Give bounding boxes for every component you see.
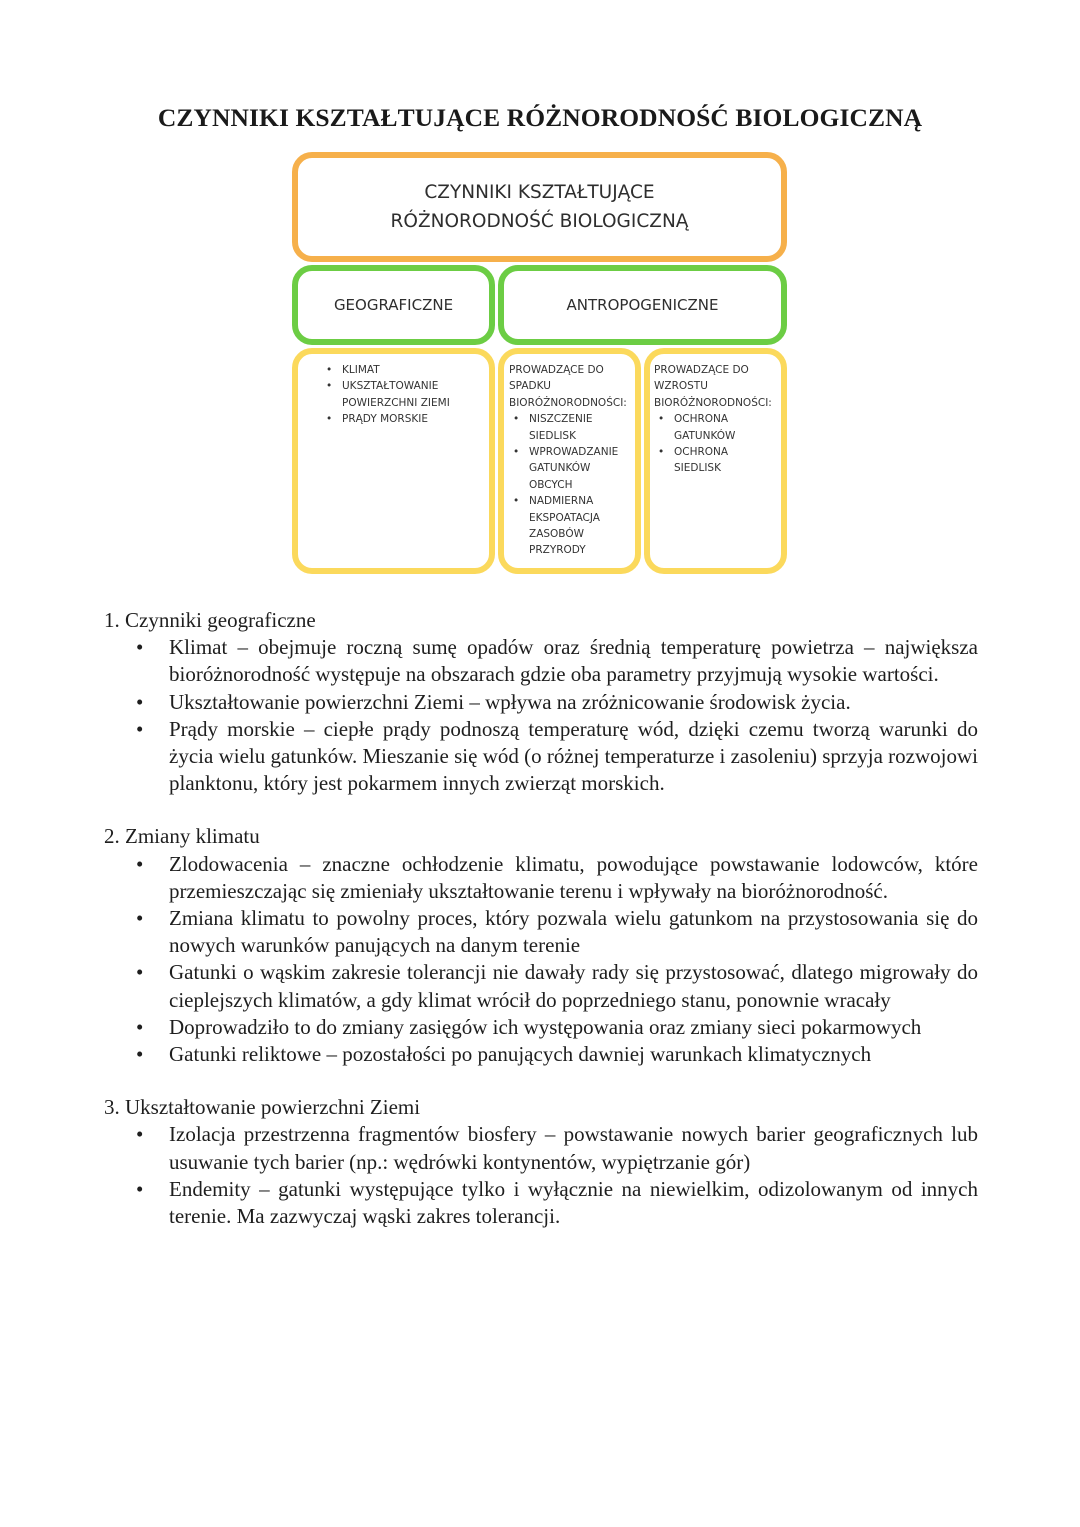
geographic-label: GEOGRAFICZNE	[333, 296, 454, 314]
decrease-header-2: SPADKU	[509, 380, 551, 393]
list-item: • WPROWADZANIE	[513, 446, 619, 459]
section-earth-surface	[100, 1094, 978, 1230]
bullet-item: • Doprowadziło to do zmiany zasięgów ich występowania oraz zmiany sieci pokarmowych	[136, 1014, 922, 1039]
list-item: • KLIMAT	[326, 364, 380, 376]
list-item-continuation: POWIERZCHNI ZIEMI	[342, 396, 450, 409]
list-item-continuation: EKSPOATACJA	[529, 511, 600, 524]
geographic-list	[322, 362, 450, 428]
diagram-root-box	[292, 152, 787, 262]
increase-header-1: PROWADZĄCE DO	[654, 364, 749, 376]
anthropogenic-category-box	[498, 265, 787, 345]
section-geographic-factors	[100, 607, 978, 797]
bullet-item: • Zmiana klimatu to powolny proces, który pozwala wielu gatunkom na przystosowania się do nowych warunków panujących na danym terenie	[136, 906, 978, 958]
increase-header-2: WZROSTU	[654, 380, 708, 393]
list-item-continuation: SIEDLISK	[529, 429, 576, 442]
document-body	[100, 607, 978, 1256]
bullet-item: • Prądy morskie – ciepłe prądy podnoszą temperaturę wód, dzięki czemu tworzą warunki do życia wielu gatunków. Mieszanie się wód (o różnej temperaturze i zasoleniu) sprzyja rozwojowi planktonu, który jest pokarmem innych zwierząt morskich.	[136, 716, 978, 796]
bullet-item: • Zlodowacenia – znaczne ochłodzenie klimatu, powodujące powstawanie lodowców, które przemieszczając się zmieniały ukształtowanie terenu i wpływały na bioróżnorodność.	[136, 851, 978, 903]
bullet-item: • Gatunki reliktowe – pozostałości po panujących dawniej warunkach klimatycznych	[136, 1042, 872, 1067]
section-title: 2. Zmiany klimatu	[104, 824, 260, 849]
bullet-item: • Gatunki o wąskim zakresie tolerancji nie dawały rady się przystosować, dlatego migrowały do cieplejszych klimatów, a gdy klimat wrócił do poprzedniego stanu, ponownie wracały	[136, 960, 978, 1012]
list-item-continuation: SIEDLISK	[674, 462, 721, 475]
bullet-item: • Izolacja przestrzenna fragmentów biosfery – powstawanie nowych barier geograficznych lub usuwanie tych barier (np.: wędrówki kontynentów, wypiętrzanie gór)	[136, 1122, 978, 1174]
list-item: • NISZCZENIE	[513, 413, 593, 426]
anthropogenic-label: ANTROPOGENICZNE	[566, 296, 719, 314]
bullet-item: • Klimat – obejmuje roczną sumę opadów oraz średnią temperaturę powietrza – największa bioróżnorodność występuje na obszarach gdzie oba parametry przyjmują wysokie wartości.	[136, 635, 978, 687]
list-item: • OCHRONA	[658, 413, 729, 426]
section-title: 3. Ukształtowanie powierzchni Ziemi	[104, 1095, 421, 1120]
list-item-continuation: ZASOBÓW	[529, 528, 584, 541]
page-title: CZYNNIKI KSZTAŁTUJĄCE RÓŻNORODNOŚĆ BIOLOGICZNĄ	[157, 103, 923, 132]
decrease-list	[509, 362, 627, 559]
list-item: • PRĄDY MORSKIE	[326, 413, 428, 426]
list-item-continuation: GATUNKÓW	[674, 429, 736, 442]
list-item-continuation: PRZYRODY	[529, 544, 586, 557]
decrease-header-3: BIORÓŻNORODNOŚCI:	[509, 396, 627, 409]
section-title: 1. Czynniki geograficzne	[104, 608, 316, 632]
root-label-line1: CZYNNIKI KSZTAŁTUJĄCE	[424, 182, 655, 203]
increase-header-3: BIORÓŻNORODNOŚCI:	[654, 396, 772, 409]
increase-list	[654, 362, 772, 477]
list-item-continuation: OBCYCH	[529, 478, 573, 491]
root-label-line2: RÓŻNORODNOŚĆ BIOLOGICZNĄ	[390, 211, 689, 232]
list-item: • NADMIERNA	[513, 495, 594, 508]
decrease-header-1: PROWADZĄCE DO	[509, 364, 604, 376]
list-item: • UKSZTAŁTOWANIE	[326, 380, 439, 393]
geographic-category-box	[292, 265, 495, 345]
section-climate-change	[100, 823, 978, 1068]
list-item-continuation: GATUNKÓW	[529, 462, 591, 475]
bullet-item: • Endemity – gatunki występujące tylko i wyłącznie na niewielkim, odizolowanym od innych terenie. Ma zazwyczaj wąski zakres tolerancji.	[136, 1176, 978, 1229]
list-item: • OCHRONA	[658, 446, 729, 459]
bullet-item: • Ukształtowanie powierzchni Ziemi – wpływa na zróżnicowanie środowisk życia.	[136, 689, 851, 714]
